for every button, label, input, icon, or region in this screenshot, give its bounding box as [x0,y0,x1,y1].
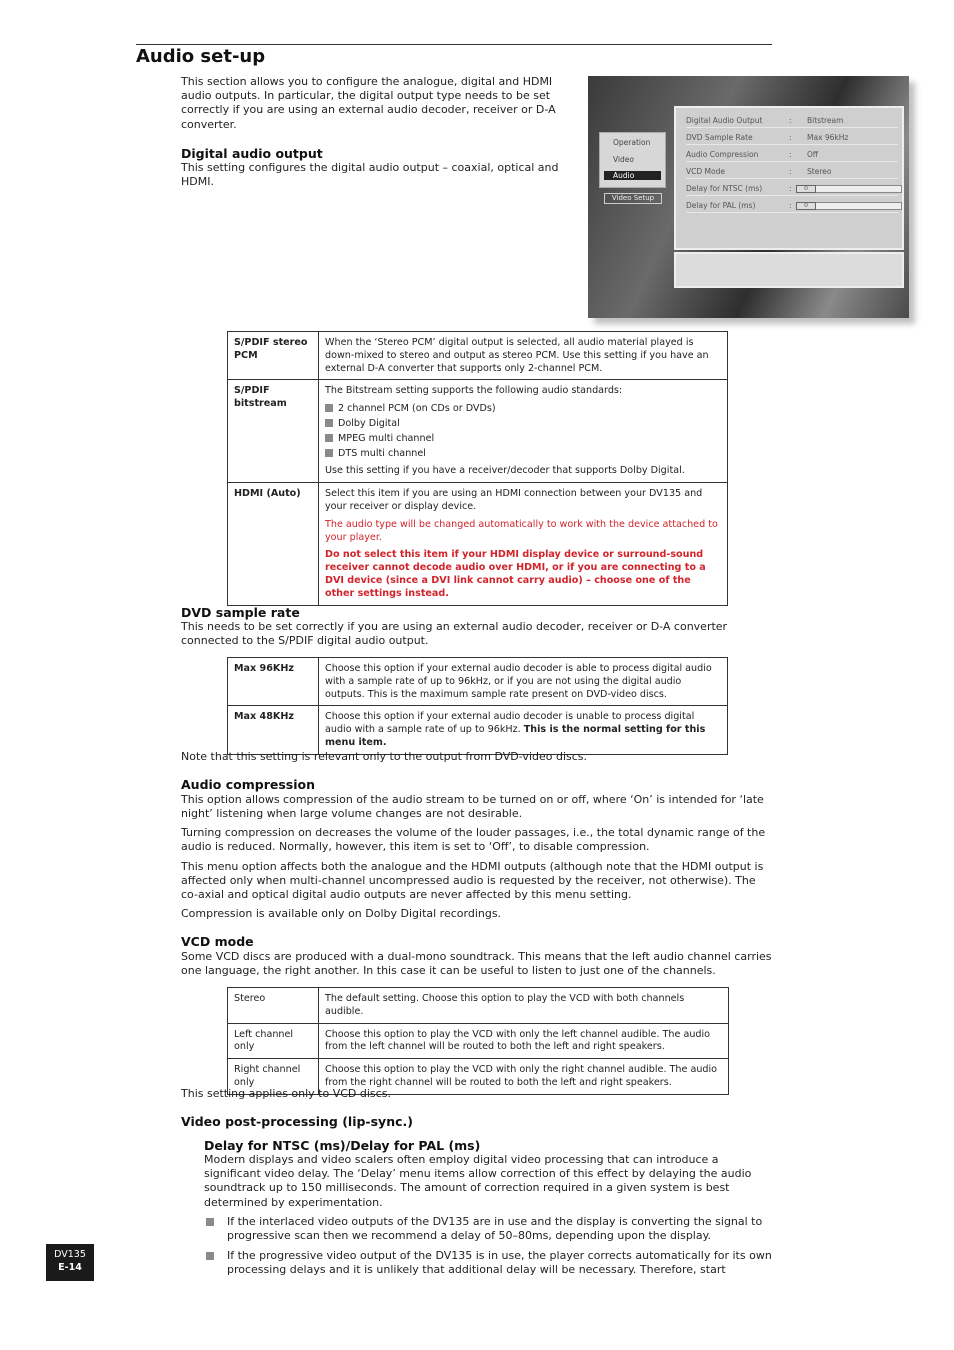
bitstream-intro: The Bitstream setting supports the following audio standards: [325,385,623,397]
setting-colon: : [789,133,792,142]
setting-label: Audio Compression [686,150,759,159]
table-value: Choose this option to play the VCD with only the right channel audible. The audio from the right channel will be routed to both the left and right speakers. [319,1059,729,1095]
row-divider [686,161,898,162]
digital-output-heading: Digital audio output [181,146,323,161]
setting-colon: : [789,184,792,193]
bullet-square-icon [206,1252,214,1260]
help-panel [674,252,904,288]
dvd-sample-rate-table [227,657,728,755]
setting-colon: : [789,167,792,176]
setting-label: DVD Sample Rate [686,133,753,142]
list-item [325,418,721,431]
row-divider [686,195,898,196]
menu-screenshot [588,76,909,318]
menu-item-audio: Audio [604,171,661,180]
footer-page-number: E-14 [58,1262,82,1273]
table-value [319,706,728,754]
table-key: Stereo [228,988,319,1024]
table-value: The default setting. Choose this option to play the VCD with both channels audible. [319,988,729,1024]
vcd-mode-heading: VCD mode [181,934,254,949]
menu-item-operation: Operation [613,138,651,147]
table-key: Max 48KHz [228,706,319,754]
setting-colon: : [789,150,792,159]
setting-label: Digital Audio Output [686,116,763,125]
setting-label: VCD Mode [686,167,725,176]
page-footer-tab [46,1244,94,1281]
list-item [325,448,721,461]
dvd-sample-rate-text: This needs to be set correctly if you are using an external audio decoder, receiver or D-A converter connected to the S/PDIF digital audio output. [181,620,728,648]
setting-value: Bitstream [807,116,844,125]
slider-value: 0 [796,202,816,210]
bullet-square-icon [325,419,333,427]
header-rule [136,44,772,45]
table-row [228,988,729,1024]
table-value [319,380,728,483]
intro-paragraph: This section allows you to configure the analogue, digital and HDMI audio outputs. In particular, the digital output type needs to be set correctly if you are using an external audio decoder, receiver or D-A converter. [181,75,556,131]
table-value-text: Choose this option if your external audio decoder is unable to process digital audio with a sample rate of up to 96kHz. [325,711,695,736]
setting-value: Off [807,150,819,159]
row-divider [686,178,898,179]
list-item-text: MPEG multi channel [338,432,435,444]
lipsync-bullet: If the interlaced video outputs of the DV135 are in use and the display is converting the signal to progressive scan then we recommend a delay of 50–80ms, depending upon the display. [227,1215,763,1243]
table-value: When the ‘Stereo PCM’ digital output is selected, all audio material played is down-mixed to stereo and output as stereo PCM. Use this setting if you have an external D-A converter that supports only 2-channel PCM. [319,332,728,380]
list-item [325,403,721,416]
delay-subheading: Delay for NTSC (ms)/Delay for PAL (ms) [204,1138,481,1153]
row-divider [686,127,898,128]
footer-model: DV135 [54,1249,86,1260]
menu-item-video: Video [613,155,635,164]
compression-paragraph: This menu option affects both the analogue and the HDMI outputs (although note that the HDMI output is affected only when multi-channel uncompressed audio is requested by the receiver, not otherwise). The co-axial and optical digital audio outputs are never affected by this menu setting. [181,860,764,902]
audio-compression-heading: Audio compression [181,777,316,792]
table-row [228,483,728,605]
table-row [228,706,728,754]
table-value-bold: This is the normal setting for this menu item. [325,724,706,748]
row-divider [686,212,898,213]
list-item-text: DTS multi channel [338,447,426,459]
slider-value: 0 [796,185,816,193]
vcd-mode-table [227,987,729,1095]
list-item [325,433,721,446]
bitstream-outro: Use this setting if you have a receiver/decoder that supports Dolby Digital. [325,465,685,477]
table-value: Choose this option if your external audio decoder is able to process digital audio with a sample rate of up to 96kHz, or if you are not using the digital audio outputs. This is the maximum sample rate present on DVD-video discs. [319,658,728,706]
pal-delay-slider [796,202,902,210]
vcd-mode-note: This setting applies only to VCD discs. [181,1087,391,1100]
list-item-text: 2 channel PCM (on CDs or DVDs) [338,403,496,415]
lipsync-bullet: If the progressive video output of the DV135 is in use, the player corrects automatically for its own processing delays and it is unlikely that additional delay will be necessary. Therefore, start [227,1249,772,1277]
setting-colon: : [789,201,792,210]
setting-value: Max 96kHz [807,133,849,142]
bullet-square-icon [206,1218,214,1226]
table-key: Right channel only [228,1059,319,1095]
video-setup-label: Video Setup [604,193,662,204]
audio-settings-panel [674,106,904,250]
list-item-text: Dolby Digital [338,417,400,429]
compression-paragraph: Compression is available only on Dolby Digital recordings. [181,907,502,920]
digital-output-table [227,331,728,606]
setting-label: Delay for PAL (ms) [686,201,756,210]
table-key: Max 96KHz [228,658,319,706]
table-key: S/PDIF stereo PCM [228,332,319,380]
setup-left-menu [599,132,666,188]
table-key: Left channel only [228,1023,319,1059]
table-value: Choose this option to play the VCD with only the left channel audible. The audio from the left channel will be routed to both the left and right speakers. [319,1023,729,1059]
table-row [228,332,728,380]
table-row [228,658,728,706]
compression-paragraph: Turning compression on decreases the volume of the louder passages, i.e., the total dynamic range of the audio is reduced. Normally, however, this item is set to ‘Off’, to disable compression. [181,826,766,854]
table-key: HDMI (Auto) [228,483,319,605]
ntsc-delay-slider [796,185,902,193]
table-value [319,483,728,605]
digital-output-text: This setting configures the digital audio output – coaxial, optical and HDMI. [181,161,559,189]
hdmi-note: The audio type will be changed automatically to work with the device attached to your player. [325,518,718,543]
table-row [228,1023,729,1059]
dvd-sample-rate-heading: DVD sample rate [181,605,300,620]
setting-value: Stereo [807,167,832,176]
hdmi-text: Select this item if you are using an HDMI connection between your DV135 and your receiver or display device. [325,488,703,512]
dvd-sample-rate-note: Note that this setting is relevant only to the output from DVD-video discs. [181,750,588,763]
row-divider [686,144,898,145]
compression-paragraph: This option allows compression of the audio stream to be turned on or off, where ‘On’ is intended for ‘late night’ listening when large volume changes are not desirable. [181,793,764,821]
table-key: S/PDIF bitstream [228,380,319,483]
bullet-square-icon [325,449,333,457]
table-row [228,380,728,483]
hdmi-warning: Do not select this item if your HDMI display device or surround-sound receiver cannot decode audio over HDMI, or if you are connecting to a DVI device (since a DVI link cannot carry audio) – choose one of the other settings instead. [325,549,706,599]
lipsync-heading: Video post-processing (lip-sync.) [181,1114,413,1129]
page-title: Audio set-up [136,46,266,67]
setting-colon: : [789,116,792,125]
bullet-square-icon [325,404,333,412]
vcd-mode-text: Some VCD discs are produced with a dual-mono soundtrack. This means that the left audio channel carries one language, the right another. In this case it can be useful to listen to just one of the channels. [181,950,772,978]
lipsync-text: Modern displays and video scalers often employ digital video processing that can introduce a significant video delay. The ‘Delay’ menu items allow correction of this effect by delaying the audio soundtrack up to 150 milliseconds. The amount of correction required in a given system is best determined by experimentation. [204,1153,752,1209]
setting-label: Delay for NTSC (ms) [686,184,763,193]
bullet-square-icon [325,434,333,442]
